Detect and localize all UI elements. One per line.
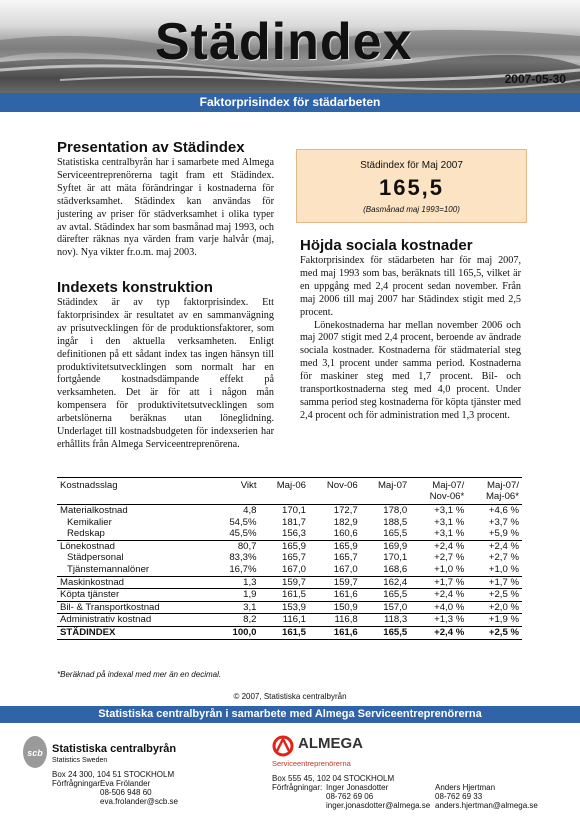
table-cell: 161,5 <box>260 589 310 602</box>
table-cell: 150,9 <box>309 601 361 614</box>
table-cell: +3,1 % <box>434 516 465 528</box>
copyright: © 2007, Statistiska centralbyrån <box>233 692 347 701</box>
table-cell: 178,0 <box>383 505 408 516</box>
table-cell: 165,7 <box>333 552 358 564</box>
row-label: Städpersonal <box>67 552 124 564</box>
table-cell: 160,6 <box>333 528 358 540</box>
row-label: Redskap <box>67 528 105 540</box>
footer-banner: Statistiska centralbyrån i samarbete med Almega Serviceentreprenörerna <box>0 706 580 723</box>
col-header: Kostnadsslag <box>57 478 213 505</box>
header-banner <box>0 0 580 93</box>
scb-contact-label: Förfrågningar: <box>52 779 103 788</box>
table-cell: 159,7 <box>260 576 310 589</box>
scb-contact-name: Eva Frölander <box>100 779 151 788</box>
table-cell: +2,4 % <box>467 540 522 552</box>
table-cell: 161,6 <box>309 589 361 602</box>
table-cell: 165,9 <box>260 540 310 552</box>
col-header: Maj-07/ Maj-06* <box>467 478 522 505</box>
row-label: Tjänstemannalöner <box>67 563 150 575</box>
almega-logo-icon <box>272 735 294 757</box>
table-cell: 167,0 <box>333 563 358 575</box>
table-cell: +2,7 % <box>434 552 465 564</box>
table-cell: 159,7 <box>309 576 361 589</box>
table-cell: +2,0 % <box>467 601 522 614</box>
table-cell: +2,4 % <box>410 589 467 602</box>
table-cell: 3,1 <box>213 601 260 614</box>
social-body <box>300 255 521 423</box>
table-cell: 182,9 <box>333 516 358 528</box>
table-row <box>57 589 522 602</box>
table-cell: 169,9 <box>361 540 411 552</box>
table-cell: +2,4 % <box>410 540 467 552</box>
almega-contact2-name: Anders Hjertman <box>435 783 496 792</box>
table-cell: +2,5 % <box>467 589 522 602</box>
table-row <box>57 576 522 589</box>
col-header: Maj-07 <box>361 478 411 505</box>
almega-contact1-name: Inger Jonasdotter <box>326 783 389 792</box>
table-cell: +4,6 % <box>488 505 519 516</box>
table-cell: +3,7 % <box>488 516 519 528</box>
table-cell: 1,9 <box>213 589 260 602</box>
scb-address: Box 24 300, 104 51 STOCKHOLM <box>52 770 175 779</box>
scb-logo-text: scb <box>27 748 43 758</box>
row-label: Materialkostnad <box>60 505 128 516</box>
table-cell: 118,3 <box>361 614 411 627</box>
table-cell: +2,4 % <box>410 626 467 639</box>
table-cell: 165,5 <box>383 528 408 540</box>
table-cell: 116,1 <box>260 614 310 627</box>
table-cell: 45,5% <box>229 528 257 540</box>
table-cell: +1,9 % <box>467 614 522 627</box>
row-label: Lönekostnad <box>57 540 213 552</box>
table-row <box>57 517 522 529</box>
table-row <box>57 601 522 614</box>
row-label: Maskinkostnad <box>57 576 213 589</box>
table-cell: 165,5 <box>361 589 411 602</box>
table-cell: 167,0 <box>282 563 307 575</box>
table-row <box>57 528 522 540</box>
scb-contact-phone: 08-506 948 60 <box>100 788 152 797</box>
table-cell: 172,7 <box>333 505 358 516</box>
col-header: Nov-06 <box>309 478 361 505</box>
table-cell: 1,3 <box>213 576 260 589</box>
table-footnote: *Beräknad på indexal med mer än en decimal. <box>57 670 222 679</box>
table-cell: 157,0 <box>361 601 411 614</box>
table-cell: 116,8 <box>309 614 361 627</box>
table-cell: +1,0 % <box>434 563 465 575</box>
presentation-body: Statistiska centralbyrån har i samarbete med Almega Serviceentreprenörerna tagit fram ett Städindex. Syftet är att mäta förändringar i kostnaderna för städverksamhet. Städindex kan användas för justering av priser för städverksamhet i olika typer av avtal. Städindex har som basmånad maj 1993, och därefter räknas nya värden fram varje halvår (maj, nov). Nya vikter fr.o.m. maj 2003. <box>57 157 274 259</box>
table-row <box>57 564 522 576</box>
row-label: Kemikalier <box>67 516 112 528</box>
almega-address: Box 555 45, 102 04 STOCKHOLM <box>272 774 395 783</box>
subtitle-bar: Faktorprisindex för städarbeten <box>0 93 580 112</box>
issue-date: 2007-05-30 <box>504 72 566 86</box>
table-row <box>57 540 522 552</box>
social-paragraph-1: Faktorprisindex för städarbeten har för maj 2007, med maj 1993 som bas, beräknats till 165,5, vilket är en uppgång med 2,4 procent sedan november. Från maj 2006 till maj 2007 har Städindex stigit med 2,5 procent. <box>300 255 521 318</box>
table-cell: 162,4 <box>361 576 411 589</box>
table-cell: 80,7 <box>213 540 260 552</box>
table-cell: 170,1 <box>383 552 408 564</box>
almega-contact1-email[interactable]: inger.jonasdotter@almega.se <box>326 801 431 810</box>
table-cell: 8,2 <box>213 614 260 627</box>
table-cell: +1,7 % <box>410 576 467 589</box>
col-header: Maj-07/ Nov-06* <box>410 478 467 505</box>
row-label: STÄDINDEX <box>57 626 213 639</box>
social-paragraph-2: Lönekostnaderna har mellan november 2006 och maj 2007 stigit med 2,4 procent, beroende av ändrade sociala kostnader. Kostnaderna för städmaterial steg med 3,1 procent under samma period. Kostnaderna för maskiner steg med 1,7 procent. Bil- och transportkostnaderna steg med 4,0 procent. Under samma period steg kostnaderna för köpta tjänster med 2,4 procent och för administration med 1,3 procent. <box>300 319 521 421</box>
almega-sub: Serviceentreprenörerna <box>272 759 351 768</box>
table-row <box>57 552 522 564</box>
table-cell: +1,3 % <box>410 614 467 627</box>
table-cell: +2,5 % <box>467 626 522 639</box>
index-highlight-box <box>296 149 527 223</box>
table-cell: 4,8 <box>243 505 257 516</box>
table-cell: 161,5 <box>260 626 310 639</box>
table-row <box>57 505 522 517</box>
table-cell: 165,9 <box>309 540 361 552</box>
index-value: 165,5 <box>378 175 445 200</box>
construction-heading: Indexets konstruktion <box>57 279 213 296</box>
table-cell: 156,3 <box>282 528 307 540</box>
scb-sub: Statistics Sweden <box>52 757 108 764</box>
construction-body: Städindex är av typ faktorprisindex. Ett faktorprisindex är resultatet av en sammanvägning av prisutvecklingen för de produktionsfaktorer, som ingår i den aktuella verksamheten. Enligt definitionen på ett sådant index tas ingen hänsyn till produktivitetsutvecklingen som normalt har en fortgående kostnadsdämpande effekt på verksamheten. Det är för att i någon mån kompensera för produktivitetsutvecklingen som arbetslönerna beräknas utan löneglidning. Underlaget till kostnadsbudgeten för indexserien har erhållits från Almega Serviceentreprenörena. <box>57 297 274 450</box>
almega-contact2-email[interactable]: anders.hjertman@almega.se <box>435 801 538 810</box>
table-cell: 165,5 <box>361 626 411 639</box>
table-cell: 168,6 <box>383 563 408 575</box>
table-header-row <box>57 478 522 505</box>
table-cell: 16,7% <box>229 563 257 575</box>
table-cell: +2,7 % <box>488 552 519 564</box>
row-label: Bil- & Transportkostnad <box>57 601 213 614</box>
table-cell: +1,7 % <box>467 576 522 589</box>
table-cell: 100,0 <box>213 626 260 639</box>
table-cell: 83,3% <box>229 552 257 564</box>
scb-logo-icon <box>22 735 48 769</box>
table-row <box>57 614 522 627</box>
table-cell: +3,1 % <box>434 528 465 540</box>
table-row <box>57 626 522 639</box>
scb-name: Statistiska centralbyrån <box>52 743 177 755</box>
almega-contact-label: Förfrågningar: <box>272 783 323 792</box>
table-cell: +5,9 % <box>488 528 519 540</box>
table-cell: 165,7 <box>282 552 307 564</box>
index-label: Städindex för Maj 2007 <box>360 160 463 171</box>
almega-name: ALMEGA <box>298 735 363 752</box>
page-title: Städindex <box>155 13 413 71</box>
almega-contact1-phone: 08-762 69 06 <box>326 792 374 801</box>
table-cell: +4,0 % <box>410 601 467 614</box>
scb-contact-email[interactable]: eva.frolander@scb.se <box>100 797 178 806</box>
col-header: Maj-06 <box>260 478 310 505</box>
table-cell: 188,5 <box>383 516 408 528</box>
table-cell: +1,0 % <box>488 563 519 575</box>
col-header: Vikt <box>213 478 260 505</box>
row-label: Köpta tjänster <box>57 589 213 602</box>
index-base: (Basmånad maj 1993=100) <box>363 205 460 214</box>
row-label: Administrativ kostnad <box>57 614 213 627</box>
social-heading: Höjda sociala kostnader <box>300 237 473 254</box>
table-cell: 170,1 <box>282 505 307 516</box>
cost-table <box>57 477 522 640</box>
presentation-heading: Presentation av Städindex <box>57 139 245 156</box>
table-cell: 54,5% <box>229 516 257 528</box>
table-cell: 181,7 <box>282 516 307 528</box>
almega-contact2-phone: 08-762 69 33 <box>435 792 483 801</box>
table-cell: +3,1 % <box>434 505 465 516</box>
table-cell: 153,9 <box>260 601 310 614</box>
table-cell: 161,6 <box>309 626 361 639</box>
